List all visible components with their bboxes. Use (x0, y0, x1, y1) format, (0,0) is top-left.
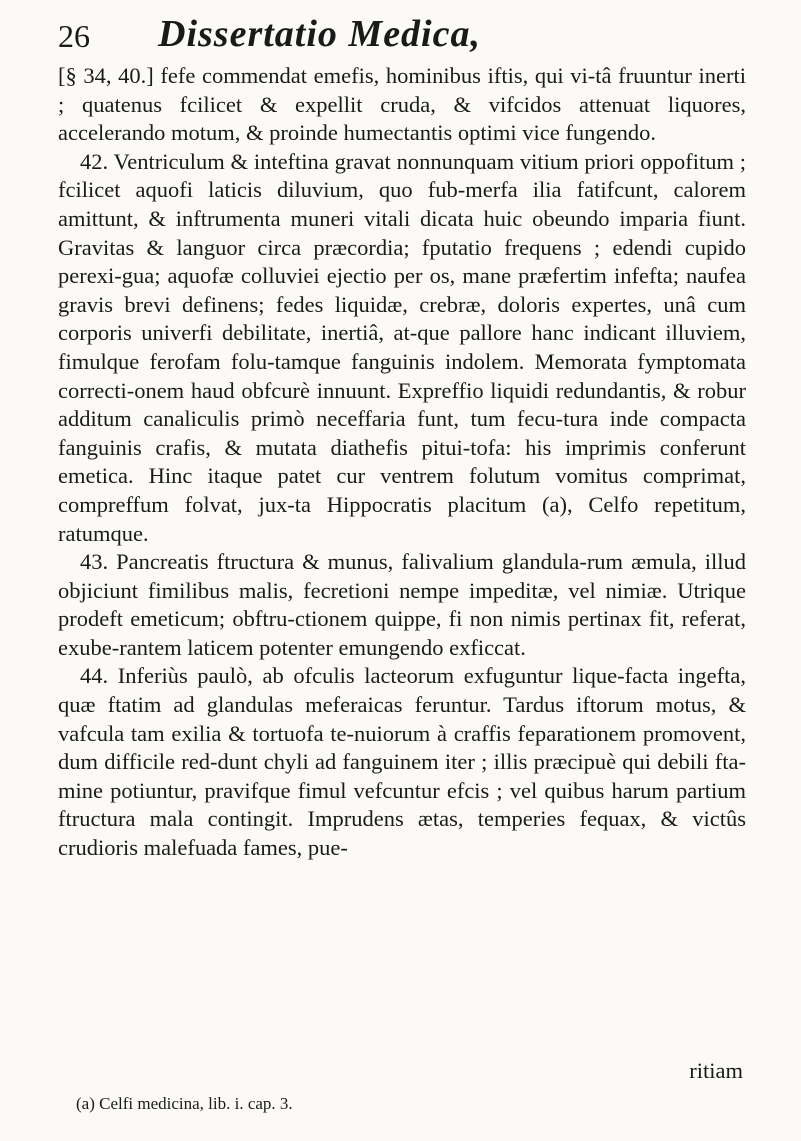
page-number: 26 (58, 18, 90, 54)
body-text (58, 62, 746, 863)
paragraph-continuation: [§ 34, 40.] fefe commendat emefis, hominibus iftis, qui vi-tâ fruuntur inerti ; quatenus fcilicet & expellit cruda, & vifcidos attenuat liquores, accelerando motum, & proinde humectantis optimi vice fungendo. (58, 63, 746, 146)
page-header (58, 12, 738, 62)
catchword: ritiam (689, 1058, 743, 1083)
paragraph-44: 44. Inferiùs paulò, ab ofculis lacteorum exfuguntur lique-facta ingefta, quæ ftatim ad glandulas meferaicas feruntur. Tardus iftorum motus, & vafcula tam exilia & tortuofa te-nuiorum à craffis feparationem promovent, dum difficile red-dunt chyli ad fanguinem iter ; illis præcipuè qui debili fta-mine potiuntur, pravifque fimul vefcuntur efcis ; vel quibus harum partium ftructura mala contingit. Imprudens ætas, temperies fequax, & victûs crudioris malefuada fames, pue- (58, 663, 746, 861)
paragraph-42: 42. Ventriculum & inteftina gravat nonnunquam vitium priori oppofitum ; fcilicet aquofi laticis diluvium, quo fub-merfa ilia fatifcunt, calorem amittunt, & inftrumenta muneri vitali dicata huic obeundo imparia fiunt. Gravitas & languor circa præcordia; fputatio frequens ; edendi cupido perexi-gua; aquofæ colluviei ejectio per os, mane præfertim infefta; naufea gravis brevi definens; fedes liquidæ, crebræ, doloris expertes, unâ cum corporis univerfi debilitate, inertiâ, at-que pallore hanc indicant illuviem, fimulque ferofam folu-tamque fanguinis indolem. Memorata fymptomata correcti-onem haud obfcurè innuunt. Expreffio liquidi redundantis, & robur additum canaliculis primò neceffaria funt, tum fecu-tura inde compacta fanguinis crafis, & mutata diathefis pitui-tofa: his imprimis conferunt emetica. Hinc itaque patet cur ventrem folutum vomitus comprimat, compreffum folvat, jux-ta Hippocratis placitum (a), Celfo repetitum, ratumque. (58, 148, 746, 546)
paragraph-43: 43. Pancreatis ftructura & munus, falivalium glandula-rum æmula, illud objiciunt fimilibus malis, fecretioni nempe impeditæ, vel nimiæ. Utrique prodeft emeticum; obftru-ctionem quippe, fi non nimis pertinax fit, referat, exube-rantem laticem potenter emungendo exficcat. (58, 549, 746, 660)
running-title: Dissertatio Medica, (158, 13, 481, 55)
footnote: (a) Celfi medicina, lib. i. cap. 3. (76, 1094, 293, 1113)
